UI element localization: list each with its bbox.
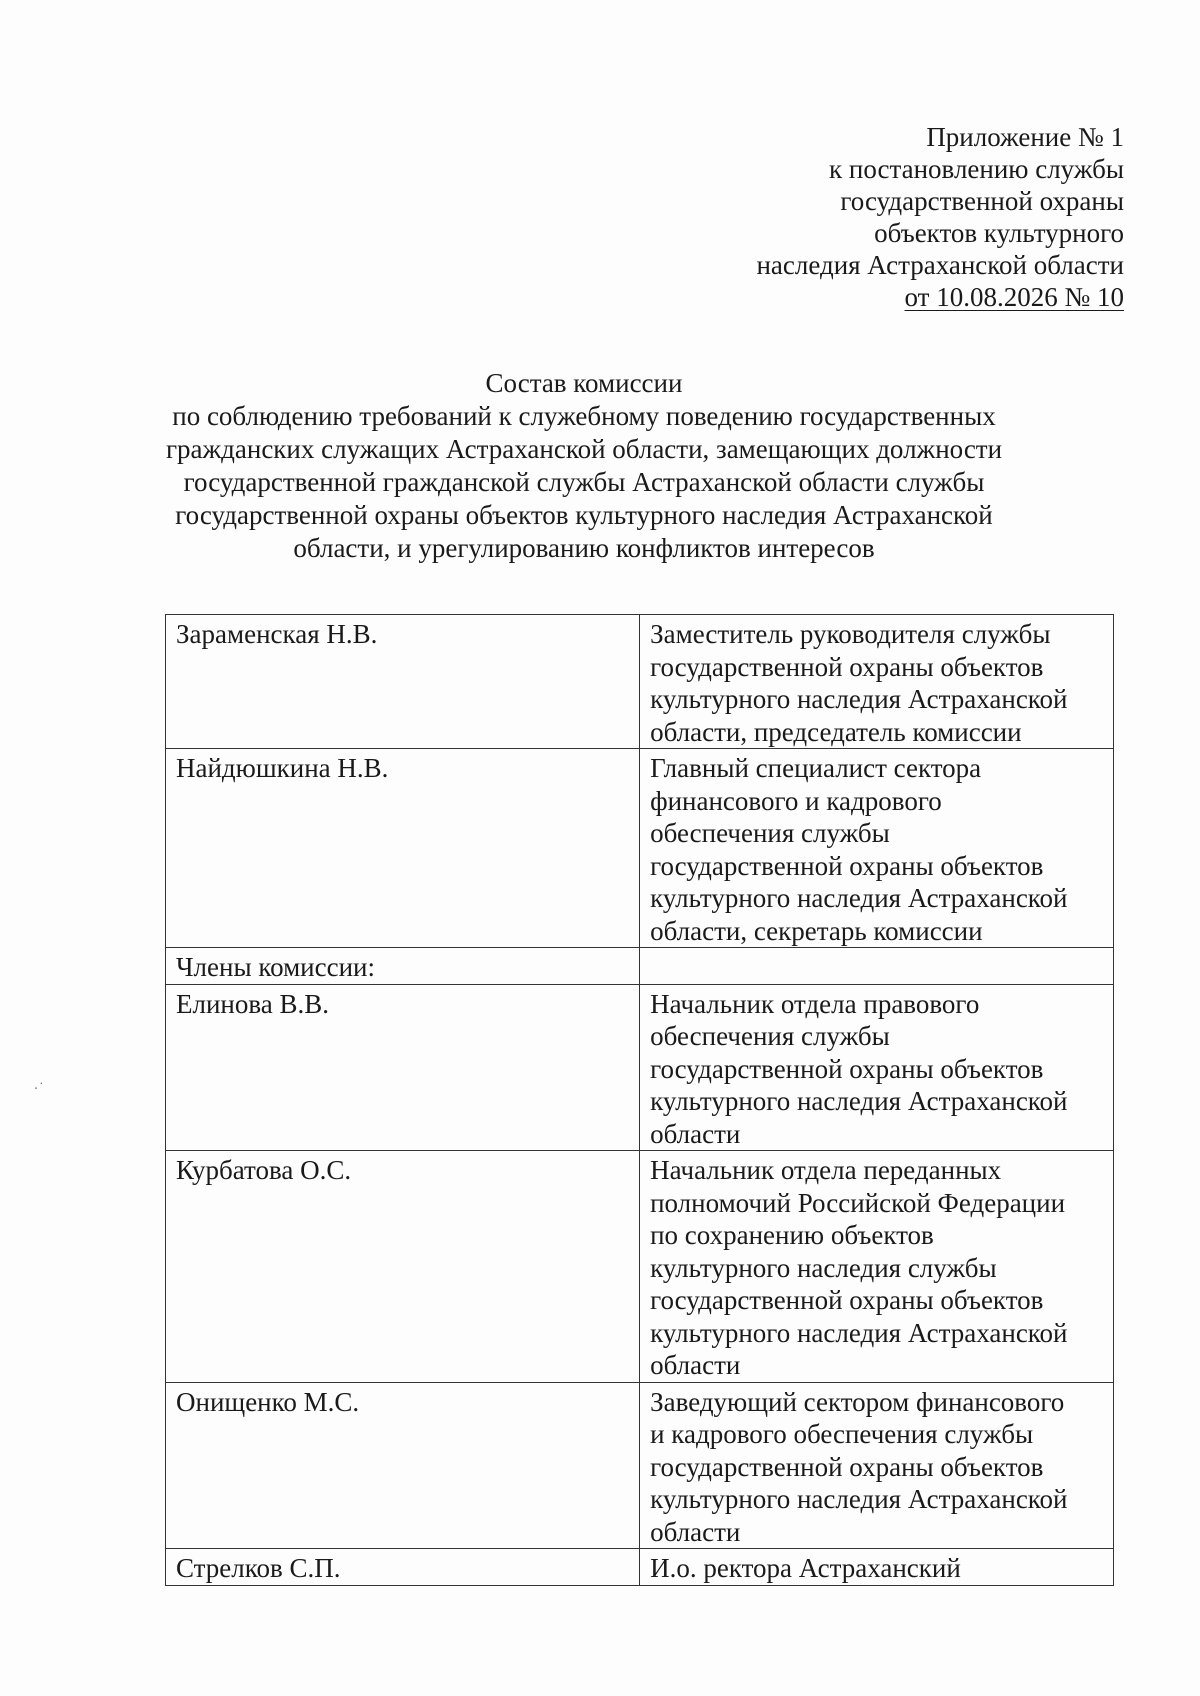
- member-name: Курбатова О.С.: [176, 1155, 352, 1185]
- member-role-line: культурного наследия Астраханской: [650, 1086, 1068, 1116]
- table-row: [166, 1549, 1114, 1586]
- members-table: [165, 614, 1114, 1586]
- document-heading: [120, 367, 1048, 565]
- member-role-cell: [640, 1382, 1114, 1549]
- member-role-cell: [640, 948, 1114, 985]
- member-name-cell: [166, 1151, 640, 1383]
- member-role-cell: [640, 1151, 1114, 1383]
- heading-title: Состав комиссии: [485, 368, 683, 398]
- table-row: [166, 1151, 1114, 1383]
- member-role-line: обеспечения службы: [650, 1021, 890, 1051]
- member-role-line: области: [650, 1516, 741, 1547]
- member-role-line: государственной охраны объектов: [650, 651, 1044, 682]
- scan-mark: ·˙: [34, 1082, 45, 1097]
- member-role-line: Начальник отдела переданных: [650, 1155, 1002, 1185]
- member-name: Зараменская Н.В.: [176, 619, 378, 649]
- table-row: [166, 948, 1114, 985]
- annex-line: к постановлению службы: [829, 154, 1124, 184]
- member-name-cell: [166, 1549, 640, 1586]
- member-name: Члены комиссии:: [176, 952, 375, 982]
- member-name: Онищенко М.С.: [176, 1386, 360, 1417]
- member-role-line: области, секретарь комиссии: [650, 915, 983, 946]
- member-role-line: полномочий Российской Федерации: [650, 1187, 1066, 1218]
- member-name: Стрелков С.П.: [176, 1553, 341, 1583]
- table-row: [166, 984, 1114, 1151]
- heading-line: гражданских служащих Астраханской области, замещающих должности: [165, 434, 1003, 464]
- heading-line: государственной охраны объектов культурного наследия Астраханской: [175, 500, 993, 530]
- member-role-line: государственной охраны объектов: [650, 1285, 1044, 1315]
- member-name-cell: [166, 1382, 640, 1549]
- table-row: [166, 1382, 1114, 1549]
- member-name: Елинова В.В.: [176, 988, 330, 1019]
- annex-line: государственной охраны: [840, 186, 1124, 216]
- member-role-cell: [640, 615, 1114, 749]
- annex-header: [756, 121, 1124, 313]
- table-row: [166, 749, 1114, 948]
- member-role-line: Заведующий сектором финансового: [650, 1386, 1065, 1417]
- member-role-line: культурного наследия службы: [650, 1252, 997, 1283]
- members-table-body: [166, 615, 1114, 1586]
- member-role-line: культурного наследия Астраханской: [650, 883, 1068, 913]
- annex-date-number: от 10.08.2026 № 10: [904, 282, 1124, 312]
- table-row: [166, 615, 1114, 749]
- member-name-cell: [166, 749, 640, 948]
- annex-line: объектов культурного: [874, 218, 1124, 248]
- heading-line: по соблюдению требований к служебному поведению государственных: [172, 401, 996, 431]
- member-role-line: по сохранению объектов: [650, 1220, 934, 1250]
- member-role-line: Заместитель руководителя службы: [650, 619, 1051, 649]
- member-role-line: государственной охраны объектов: [650, 1451, 1044, 1482]
- annex-line: наследия Астраханской области: [756, 250, 1124, 280]
- annex-line: Приложение № 1: [926, 122, 1124, 152]
- member-role-line: области, председатель комиссии: [650, 716, 1022, 747]
- heading-line: области, и урегулированию конфликтов интересов: [293, 533, 875, 563]
- member-role-cell: [640, 984, 1114, 1151]
- member-role-line: культурного наследия Астраханской: [650, 1484, 1068, 1514]
- member-role-line: государственной охраны объектов: [650, 850, 1044, 881]
- heading-line: государственной гражданской службы Астраханской области службы: [183, 467, 985, 497]
- member-role-line: финансового и кадрового: [650, 785, 942, 816]
- member-role-line: Главный специалист сектора: [650, 753, 982, 783]
- member-role-line: Начальник отдела правового: [650, 988, 980, 1019]
- member-name-cell: [166, 615, 640, 749]
- member-role-line: культурного наследия Астраханской: [650, 684, 1068, 714]
- member-role-line: И.о. ректора Астраханский: [650, 1553, 961, 1583]
- member-role-line: государственной охраны объектов: [650, 1053, 1044, 1084]
- member-name: Найдюшкина Н.В.: [176, 753, 389, 783]
- member-role-line: области: [650, 1350, 741, 1380]
- member-role-cell: [640, 1549, 1114, 1586]
- member-name-cell: [166, 984, 640, 1151]
- member-role-line: области: [650, 1118, 741, 1149]
- member-role-line: обеспечения службы: [650, 818, 890, 848]
- member-role-line: и кадрового обеспечения службы: [650, 1419, 1034, 1449]
- member-role-line: культурного наследия Астраханской: [650, 1317, 1068, 1348]
- member-role-cell: [640, 749, 1114, 948]
- member-name-cell: [166, 948, 640, 985]
